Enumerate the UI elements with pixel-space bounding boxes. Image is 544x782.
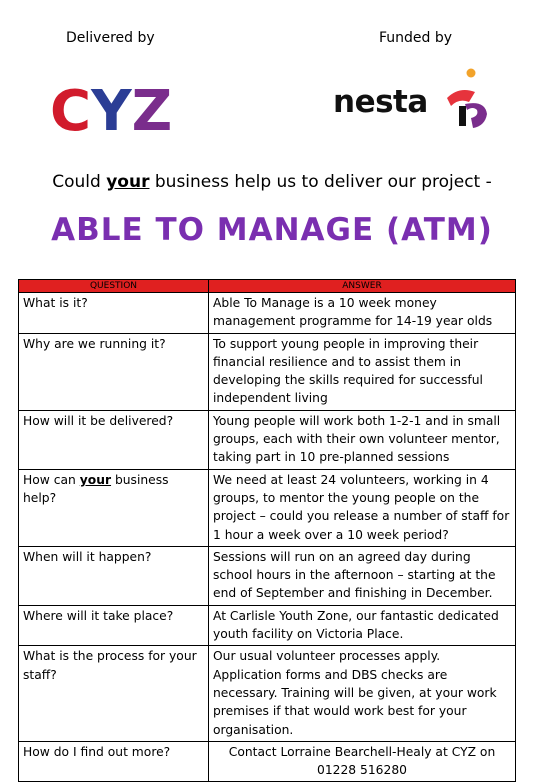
nesta-mark-icon: [435, 64, 495, 136]
table-row: [19, 546, 516, 605]
answer-cell: Contact Lorraine Bearchell-Healy at CYZ on 01228 516280: [209, 741, 516, 782]
cyz-logo-letter-z: Z: [131, 79, 173, 144]
question-start: How can: [23, 472, 80, 487]
table-row: [19, 469, 516, 546]
qa-table: [18, 279, 516, 782]
table-row: [19, 646, 516, 741]
tagline-emphasis: your: [106, 172, 150, 192]
table-row: [19, 605, 516, 646]
question-cell: [19, 469, 209, 546]
question-column-header: QUESTION: [19, 280, 209, 293]
nesta-wordmark: nesta: [333, 84, 428, 120]
question-cell: What is it?: [19, 293, 209, 334]
question-cell: How will it be delivered?: [19, 410, 209, 469]
answer-cell: Young people will work both 1-2-1 and in small groups, each with their own volunteer mentor, taking part in 10 pre-planned sessions: [209, 410, 516, 469]
answer-cell: Able To Manage is a 10 week money management programme for 14-19 year olds: [209, 293, 516, 334]
question-cell: Why are we running it?: [19, 333, 209, 410]
table-header-row: [19, 280, 516, 293]
answer-cell: Our usual volunteer processes apply. Application forms and DBS checks are necessary. Training will be given, at your work premises if that would work best for your organisation.: [209, 646, 516, 741]
cyz-logo-letter-c: C: [50, 79, 92, 144]
funded-by-label: Funded by: [379, 30, 453, 46]
table-row: [19, 333, 516, 410]
cyz-logo-letter-y: Y: [91, 79, 132, 144]
answer-column-header: ANSWER: [209, 280, 516, 293]
tagline: [0, 172, 544, 192]
table-row: [19, 741, 516, 782]
delivered-by-label: Delivered by: [66, 30, 155, 46]
tagline-start: Could: [52, 172, 107, 192]
table-row: [19, 293, 516, 334]
answer-cell: Sessions will run on an agreed day during school hours in the afternoon – starting at the end of September and finishing in December.: [209, 546, 516, 605]
cyz-logo: [50, 79, 173, 144]
table-row: [19, 410, 516, 469]
answer-cell: We need at least 24 volunteers, working in 4 groups, to mentor the young people on the project – could you release a number of staff for 1 hour a week over a 10 week period?: [209, 469, 516, 546]
question-cell: What is the process for your staff?: [19, 646, 209, 741]
question-end: business help?: [23, 472, 169, 505]
answer-cell: At Carlisle Youth Zone, our fantastic dedicated youth facility on Victoria Place.: [209, 605, 516, 646]
answer-cell: To support young people in improving their financial resilience and to assist them in developing the skills required for successful independent living: [209, 333, 516, 410]
question-emphasis: your: [79, 472, 112, 487]
project-title: ABLE TO MANAGE (ATM): [51, 212, 493, 248]
question-cell: When will it happen?: [19, 546, 209, 605]
tagline-end: business help us to deliver our project -: [149, 172, 492, 192]
nesta-logo: [333, 64, 493, 136]
question-cell: Where will it take place?: [19, 605, 209, 646]
question-cell: How do I find out more?: [19, 741, 209, 782]
